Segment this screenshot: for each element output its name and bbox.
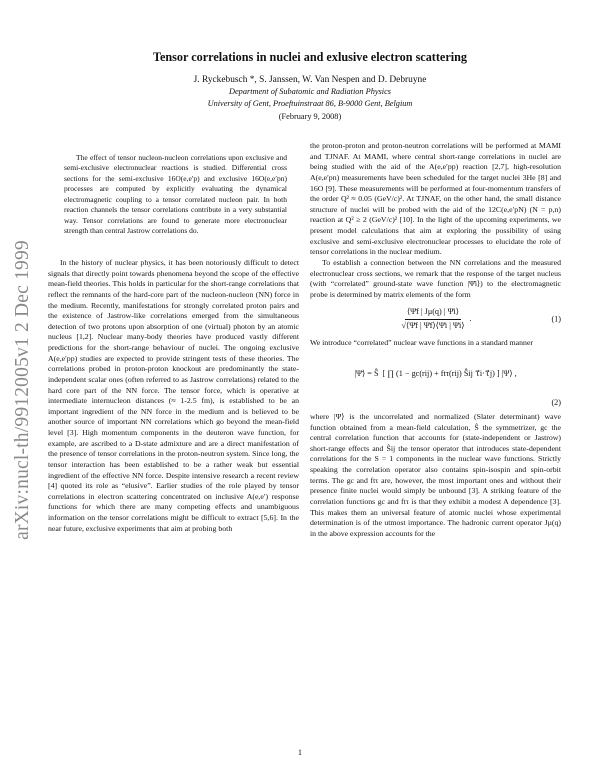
date: (February 9, 2008) xyxy=(278,112,342,121)
page-number: 1 xyxy=(297,748,303,757)
equation-1-numerator: ⟨Ψ̄f | Jμ(q) | Ψ̄i⟩ xyxy=(405,307,461,320)
equation-1-number: (1) xyxy=(551,314,561,324)
equation-1-denominator: √⟨Ψ̄f | Ψ̄f⟩⟨Ψ̄i | Ψ̄i⟩ xyxy=(401,321,465,330)
equation-2-rhs: [ ∏ (1 − gc(rij) + ftτ(rij) Ŝij τ⃗i·τ⃗j) ] |Ψ⟩ , xyxy=(382,368,517,378)
right-paragraph-1: the proton-proton and proton-neutron correlations will be performed at MAMI and TJNAF. At MAMI, where central short-range correlations in nuclei are being studied with the aid of the A(e,e′pp) reaction [2,7], high-resolution A(e,e′pn) measurements have been scheduled for the target nuclei 3He [8] and 16O [9]. These measurements will be performed at four-momentum transfers of the order Q² ≈ 0.05 (GeV/c)². At TJNAF, on the other hand, the small distance structure of nuclei will be probed with the aid of the 12C(e,e′pN) (N = p,n) reaction at Q² ≥ 2 (GeV/c)² [10]. In the light of the upcoming experiments, we present model calculations that aim at exploring the possibility of using exclusive and semi-exclusive electronuclear processes to elucidate the role of tensor correlations in the nuclear medium. xyxy=(310,141,561,257)
authors: J. Ryckebusch *, S. Janssen, W. Van Nespen and D. Debruyne xyxy=(193,75,427,85)
right-paragraph-3: We introduce “correlated” nuclear wave functions in a standard manner xyxy=(310,337,533,347)
equation-1-fraction xyxy=(400,307,467,331)
arxiv-stamp xyxy=(8,200,38,580)
right-paragraph-4: where |Ψ⟩ is the uncorrelated and normalized (Slater determinant) wave function obtained from a mean-field calculation, Ŝ the symmetrizer, gc the central correlation function that accounts for (state-independent or Jastrow) short-range effects and Ŝij the tensor operator that introduces state-dependent correlations for the S = 1 components in the nuclear wave functions. Strictly speaking the correlation operator also contains spin-isospin and spin-orbit terms. The gc and ftτ are, however, the most important ones and without their presence finite nuclei would simply be unbound [3]. A striking feature of the correlation functions gc and ftτ is that they exhibit a modest A dependence [3]. This makes them an universal feature of atomic nuclei whose experimental determination is of the utmost importance. The hadronic current operator Jμ(q) in the above expression accounts for the xyxy=(310,411,561,538)
affiliation-department: Department of Subatomic and Radiation Physics xyxy=(229,87,391,96)
equation-1: $\frac{⟨\Psīf | J\mu(q) | \Psīi⟩}{√⟨\Psīf | \Psīf⟩⟨\Psīi | \Psīi⟩}$ . (1) xyxy=(401,307,561,330)
left-paragraph-1: In the history of nuclear physics, it has been notoriously difficult to detect signals that directly point towards phenomena beyond the scope of the effective mean-field theories. This holds in particular for the short-range correlations that reflect the remnants of the hard-core part of the nucleon-nucleon (NN) force in the medium. Recently, manifestations for strongly correlated proton pairs and the existence of Jastrow-like correlations emerged from the simultaneous detection of two protons upon absorption of one (virtual) photon by an atomic nucleus [1,2]. Nuclear many-body theories have produced vastly different predictions for the short-range behaviour of nuclei. The ongoing exclusive A(e,e′pp) studies are expected to provide stringent tests of these theories. The correlations probed in proton-proton knockout are predominantly the state-independent scalar ones (often referred to as Jastrow correlations) related to the hard core part of the NN force. The tensor force, which is operative at intermediate internucleon distances (≈ 1-2.5 fm), is established to be an important ingredient of the NN force in the medium and is believed to be another source of important NN correlations which go beyond the mean-field level [3]. High momentum components in the deuteron wave function, for example, are ascribed to a D-state admixture and are a direct manifestation of the presence of tensor correlations in the proton-neutron system. Since long, the tensor interaction has been established to be a rather weak but essential ingredient of the effective NN force. Despite intensive research a recent review [4] quoted its role as “elusive”. Earlier studies of the role played by tensor correlations in electron scattering concentrated on inclusive A(e,e′) response functions for which there are many competing effects and unambiguous information on the tensor correlations might be difficult to extract [5,6]. In the near future, exclusive experiments that aim at probing both xyxy=(48,258,299,533)
affiliation-university: University of Gent, Proeftuinstraat 86, B-9000 Gent, Belgium xyxy=(207,99,413,108)
left-column xyxy=(48,258,299,534)
abstract-text: The effect of tensor nucleon-nucleon correlations upon exclusive and semi-exclusive electronuclear reactions is studied. Differential cross sections for the semi-exclusive 16O(e,e′p) and exclusive 16O(e,e′pn) processes are computed by explicitly evaluating the dynamical electromagnetic coupling to a tensor correlated nucleon pair. In both reaction channels the tensor correlations contribute in a very substantial way. Tensor correlations are found to generate more electronuclear strength than central Jastrow correlations do. xyxy=(64,153,287,236)
right-column xyxy=(310,141,561,539)
arxiv-id: arXiv:nucl-th/9912005v1 2 Dec 1999 xyxy=(12,240,34,540)
right-paragraph-2: To establish a connection between the NN correlations and the measured electronuclear cross sections, we remark that the response of the target nucleus (with “correlated” ground-state wave function |Ψ̄i⟩) to the electromagnetic probe is determined by matrix elements of the form xyxy=(310,257,561,299)
equation-2 xyxy=(310,354,561,394)
paper-title: Tensor correlations in nuclei and exlusive electron scattering xyxy=(152,50,468,64)
equation-2-lhs: |Ψ̄⟩ = Ŝ xyxy=(354,368,379,378)
equation-2-number: (2) xyxy=(551,398,561,408)
abstract xyxy=(64,153,287,237)
